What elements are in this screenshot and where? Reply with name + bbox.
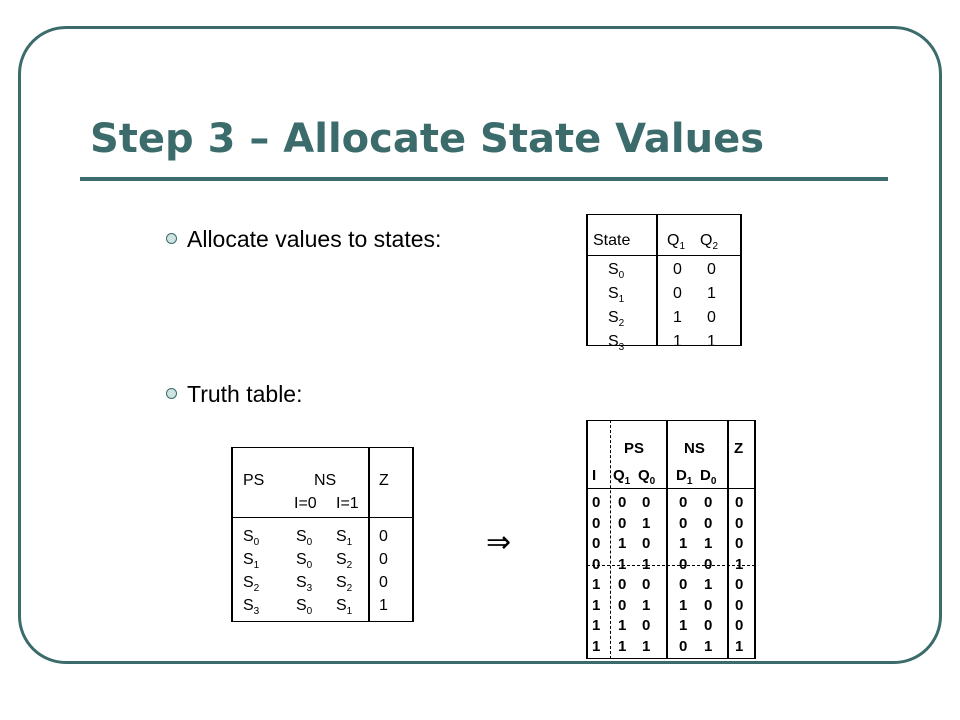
next-state-i1-letter: S: [336, 528, 347, 545]
d1-value: 0: [679, 514, 688, 532]
state-table-header-rule: [587, 255, 741, 256]
next-state-i0: [296, 528, 312, 548]
z-value: 0: [735, 576, 744, 593]
state-name-subscript: 3: [618, 342, 625, 354]
d0-value: 0: [704, 596, 713, 614]
q2-value: 0: [707, 261, 716, 278]
present-state-letter: S: [243, 551, 254, 568]
d0-value: 0: [704, 514, 713, 532]
output-z-value: 0: [379, 574, 388, 591]
q2-value: 1: [707, 285, 716, 302]
z-value: 1: [735, 555, 744, 573]
transition-table-z-divider: [368, 447, 370, 622]
q0-value: 0: [642, 494, 651, 511]
state-name: [608, 285, 624, 305]
d0-value: 1: [704, 637, 713, 655]
q1-value: 0: [673, 285, 682, 302]
truth-table-left-border: [586, 420, 588, 659]
present-state-subscript: 0: [253, 537, 260, 549]
d1-value: 0: [679, 637, 688, 655]
q1-value: 1: [618, 555, 627, 573]
q0-value: 0: [642, 576, 651, 593]
transition-table-left-border: [231, 447, 233, 622]
truth-table-header-rule: [587, 488, 755, 489]
q1-value: 0: [618, 494, 627, 511]
truth-q1-header: $Q_1$: [613, 467, 631, 487]
state-name-letter: S: [608, 261, 619, 278]
z-value: 0: [735, 535, 744, 552]
q2-value: 1: [707, 333, 716, 350]
next-state-i1: [336, 551, 352, 571]
next-state-i0-subscript: 0: [306, 537, 313, 549]
output-z-value: 0: [379, 528, 388, 545]
ns-header: NS: [314, 472, 337, 489]
state-name: [608, 309, 624, 329]
input-0-header: I=0: [294, 495, 317, 512]
d1-value: 0: [679, 494, 688, 511]
truth-ns-header: NS: [684, 440, 705, 457]
next-state-i0-letter: S: [296, 574, 307, 591]
input-i-value: 1: [592, 617, 601, 634]
next-state-i1-subscript: 2: [346, 560, 353, 572]
state-name-subscript: 1: [618, 294, 625, 306]
next-state-i1-subscript: 1: [346, 537, 353, 549]
transition-table-header-rule: [232, 517, 413, 518]
present-state-letter: S: [243, 528, 254, 545]
output-z-value: 1: [379, 597, 388, 614]
bullet-dot-icon: [166, 233, 177, 244]
present-state: [243, 551, 259, 571]
q0-value: 1: [642, 596, 651, 614]
next-state-i1: [336, 574, 352, 594]
next-state-i1-subscript: 1: [346, 606, 353, 618]
d1-value: 0: [679, 576, 688, 593]
next-state-i1-subscript: 2: [346, 583, 353, 595]
q0-value: 1: [642, 555, 651, 573]
present-state-letter: S: [243, 574, 254, 591]
truth-i-header: I: [592, 467, 597, 484]
input-i-value: 0: [592, 514, 601, 532]
input-1-header: I=1: [336, 495, 359, 512]
q0-value: 1: [642, 514, 651, 532]
q1-value: 1: [618, 637, 627, 655]
truth-table-bottom-border: [587, 658, 755, 659]
state-name-subscript: 0: [618, 270, 625, 282]
state-name-letter: S: [608, 333, 619, 350]
truth-d1-header: $D_1$: [676, 467, 693, 487]
d0-value: 0: [704, 555, 713, 573]
bullet-allocate: [166, 226, 441, 253]
slide-title: Step 3 – Allocate State Values: [90, 116, 765, 162]
present-state-subscript: 3: [253, 606, 260, 618]
q1-value: 0: [673, 261, 682, 278]
present-state: [243, 574, 259, 594]
truth-table-input-divider: [610, 420, 611, 659]
next-state-i0-letter: S: [296, 528, 307, 545]
state-table-divider: [656, 214, 658, 346]
d1-value: 1: [679, 617, 688, 634]
state-table-right-border: [740, 214, 742, 346]
q1-header: $Q_1$: [667, 232, 686, 253]
next-state-i1: [336, 528, 352, 548]
implies-arrow-icon: ⇒: [486, 526, 512, 559]
next-state-i0: [296, 574, 312, 594]
state-name-subscript: 2: [618, 318, 625, 330]
next-state-i1-letter: S: [336, 597, 347, 614]
bullet-dot-icon: [166, 388, 177, 399]
input-i-value: 1: [592, 576, 601, 593]
next-state-i0: [296, 597, 312, 617]
state-name: [608, 333, 624, 353]
present-state-letter: S: [243, 597, 254, 614]
bullet-truth-table-text: Truth table:: [187, 381, 303, 407]
next-state-i0-letter: S: [296, 551, 307, 568]
truth-table-ns-z-divider: [727, 420, 729, 659]
truth-d0-header: $D_0$: [700, 467, 717, 487]
state-name-letter: S: [608, 309, 619, 326]
transition-table-bottom-border: [232, 621, 413, 622]
truth-ps-header: PS: [624, 440, 645, 457]
truth-table-right-border: [754, 420, 756, 659]
ps-header: PS: [243, 472, 265, 489]
truth-table-top-border: [587, 420, 755, 421]
next-state-i0-letter: S: [296, 597, 307, 614]
q1-value: 1: [618, 617, 627, 634]
next-state-i0: [296, 551, 312, 571]
state-table-left-border: [586, 214, 588, 346]
next-state-i0-subscript: 0: [306, 560, 313, 572]
next-state-i0-subscript: 0: [306, 606, 313, 618]
present-state: [243, 597, 259, 617]
d1-value: 1: [679, 535, 688, 552]
next-state-i1: [336, 597, 352, 617]
d0-value: 0: [704, 494, 713, 511]
z-value: 0: [735, 494, 744, 511]
bullet-allocate-text: Allocate values to states:: [187, 226, 442, 252]
transition-table-right-border: [412, 447, 414, 622]
truth-z-header: Z: [734, 440, 744, 457]
z-value: 0: [735, 617, 744, 634]
d0-value: 1: [704, 576, 713, 593]
state-name: [608, 261, 624, 281]
q1-value: 1: [673, 333, 682, 350]
input-i-value: 1: [592, 596, 601, 614]
d1-value: 1: [679, 596, 688, 614]
z-header: Z: [379, 472, 389, 489]
input-i-value: 0: [592, 535, 601, 552]
input-i-value: 0: [592, 555, 601, 573]
input-i-value: 1: [592, 637, 601, 655]
z-value: 0: [735, 514, 744, 532]
bullet-truth-table: [166, 381, 302, 408]
d0-value: 1: [704, 535, 713, 552]
next-state-i0-subscript: 3: [306, 583, 313, 595]
state-header: State: [593, 232, 631, 249]
z-value: 1: [735, 637, 744, 655]
present-state: [243, 528, 259, 548]
truth-table-ps-ns-divider: [666, 420, 668, 659]
present-state-subscript: 1: [253, 560, 260, 572]
next-state-i1-letter: S: [336, 574, 347, 591]
state-table-top-border: [587, 214, 741, 215]
present-state-subscript: 2: [253, 583, 260, 595]
q1-value: 0: [618, 514, 627, 532]
q1-value: 0: [618, 576, 627, 593]
q0-value: 1: [642, 637, 651, 655]
input-i-value: 0: [592, 494, 601, 511]
title-underline: [80, 177, 888, 181]
truth-q0-header: $Q_0$: [638, 467, 656, 487]
next-state-i1-letter: S: [336, 551, 347, 568]
output-z-value: 0: [379, 551, 388, 568]
z-value: 0: [735, 596, 744, 614]
truth-table-half-divider: [587, 565, 755, 566]
q1-value: 1: [618, 535, 627, 552]
d1-value: 0: [679, 555, 688, 573]
state-name-letter: S: [608, 285, 619, 302]
q0-value: 0: [642, 535, 651, 552]
d0-value: 0: [704, 617, 713, 634]
q2-value: 0: [707, 309, 716, 326]
q1-value: 1: [673, 309, 682, 326]
transition-table-top-border: [232, 447, 413, 448]
q1-value: 0: [618, 596, 627, 614]
q0-value: 0: [642, 617, 651, 634]
q2-header: $Q_2$: [700, 232, 719, 253]
